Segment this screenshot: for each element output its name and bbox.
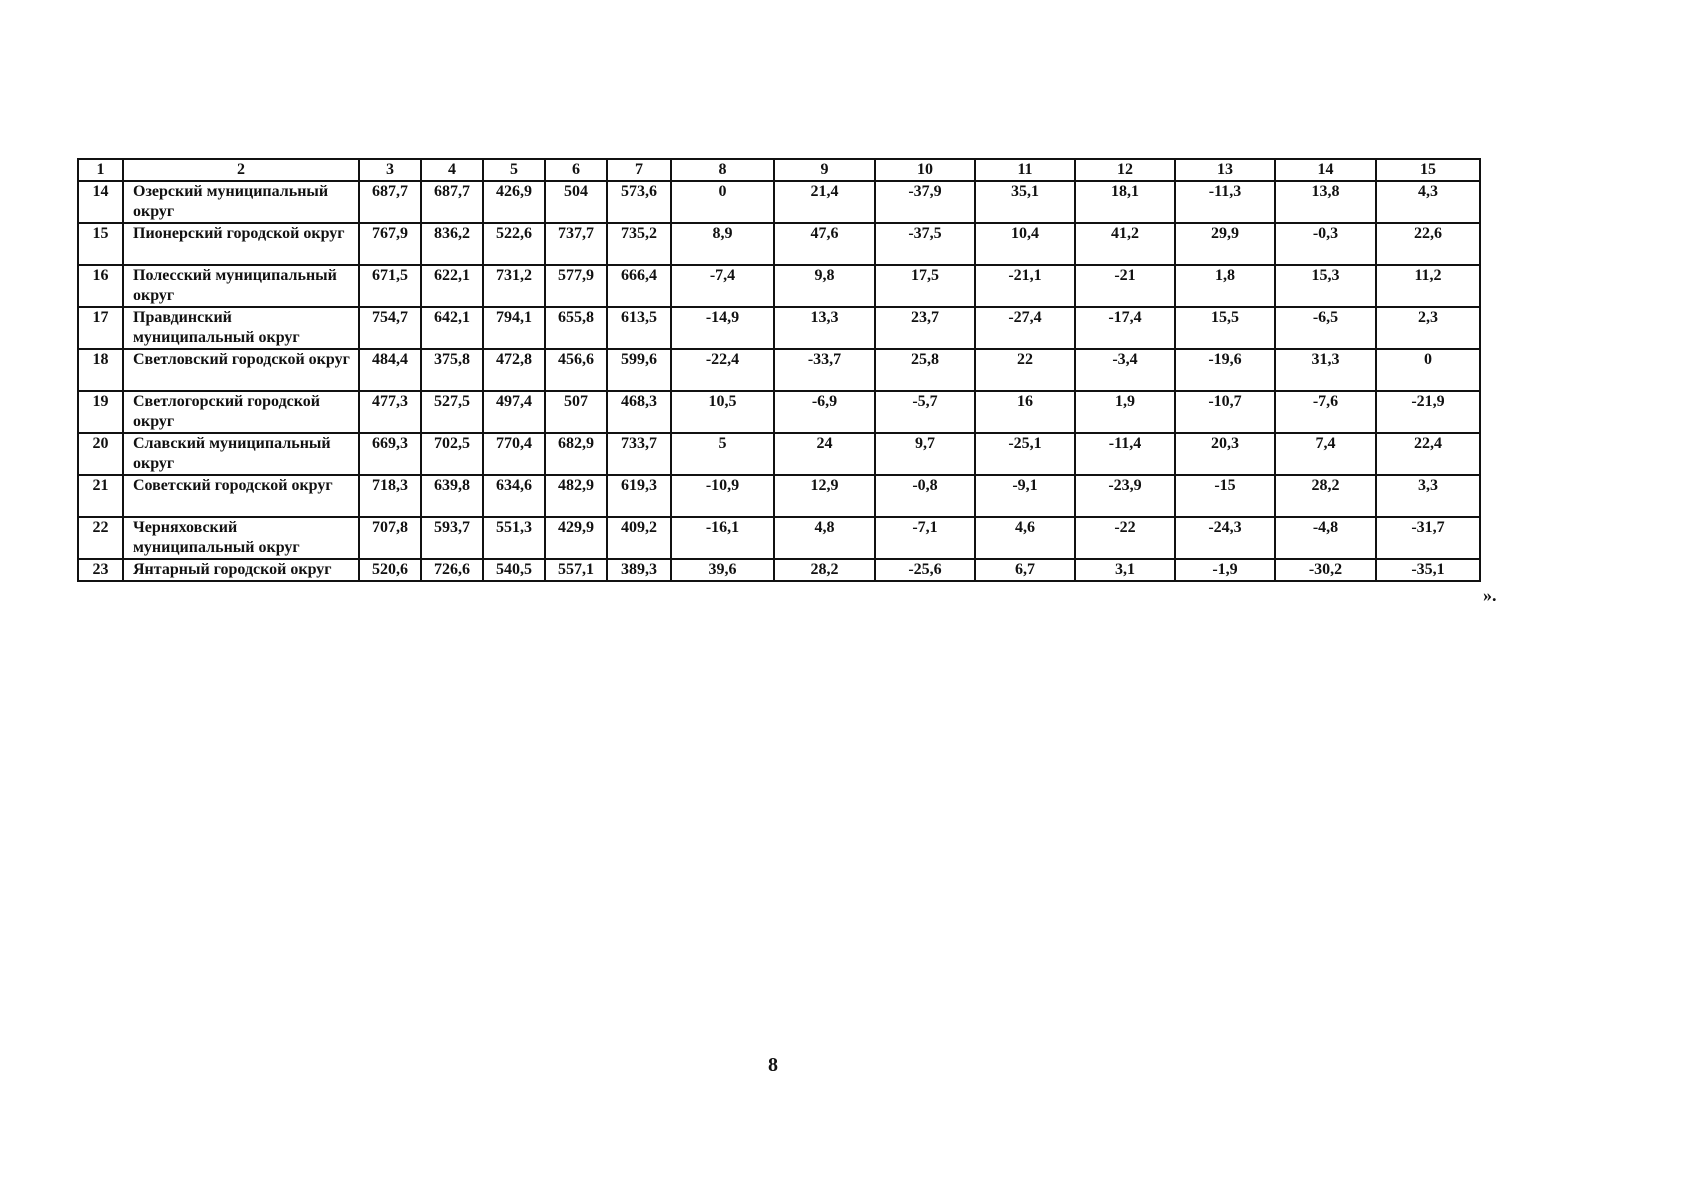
value-cell-col-6: 429,9 — [545, 517, 607, 559]
column-number-15: 15 — [1376, 159, 1480, 181]
value-cell-col-3: 718,3 — [359, 475, 421, 517]
value-cell-col-14: 13,8 — [1275, 181, 1376, 223]
row-number-cell: 18 — [78, 349, 123, 391]
table-row — [78, 223, 1480, 265]
row-number-cell: 14 — [78, 181, 123, 223]
row-number-cell: 17 — [78, 307, 123, 349]
value-cell-col-15: 22,6 — [1376, 223, 1480, 265]
value-cell-col-8: -22,4 — [671, 349, 774, 391]
value-cell-col-12: -11,4 — [1075, 433, 1175, 475]
value-cell-col-12: -23,9 — [1075, 475, 1175, 517]
district-name-cell: Черняховский муниципальный округ — [123, 517, 359, 559]
value-cell-col-9: 24 — [774, 433, 875, 475]
value-cell-col-9: -33,7 — [774, 349, 875, 391]
value-cell-col-10: 9,7 — [875, 433, 975, 475]
value-cell-col-15: 11,2 — [1376, 265, 1480, 307]
value-cell-col-11: 10,4 — [975, 223, 1075, 265]
value-cell-col-15: -31,7 — [1376, 517, 1480, 559]
value-cell-col-5: 770,4 — [483, 433, 545, 475]
district-name-cell: Правдинский муниципальный округ — [123, 307, 359, 349]
value-cell-col-8: -7,4 — [671, 265, 774, 307]
value-cell-col-8: 39,6 — [671, 559, 774, 581]
value-cell-col-14: 7,4 — [1275, 433, 1376, 475]
value-cell-col-12: -17,4 — [1075, 307, 1175, 349]
table-row — [78, 559, 1480, 581]
value-cell-col-8: -16,1 — [671, 517, 774, 559]
value-cell-col-7: 619,3 — [607, 475, 671, 517]
value-cell-col-8: 10,5 — [671, 391, 774, 433]
column-number-8: 8 — [671, 159, 774, 181]
value-cell-col-12: 41,2 — [1075, 223, 1175, 265]
value-cell-col-3: 484,4 — [359, 349, 421, 391]
data-table — [77, 158, 1481, 582]
value-cell-col-11: -9,1 — [975, 475, 1075, 517]
value-cell-col-5: 522,6 — [483, 223, 545, 265]
value-cell-col-6: 482,9 — [545, 475, 607, 517]
value-cell-col-5: 540,5 — [483, 559, 545, 581]
value-cell-col-15: -21,9 — [1376, 391, 1480, 433]
value-cell-col-11: 16 — [975, 391, 1075, 433]
value-cell-col-7: 733,7 — [607, 433, 671, 475]
value-cell-col-5: 794,1 — [483, 307, 545, 349]
value-cell-col-10: -7,1 — [875, 517, 975, 559]
value-cell-col-10: 23,7 — [875, 307, 975, 349]
column-number-10: 10 — [875, 159, 975, 181]
value-cell-col-3: 767,9 — [359, 223, 421, 265]
district-name-cell: Светловский городской округ — [123, 349, 359, 391]
value-cell-col-13: -1,9 — [1175, 559, 1275, 581]
value-cell-col-13: 15,5 — [1175, 307, 1275, 349]
value-cell-col-8: -10,9 — [671, 475, 774, 517]
value-cell-col-12: -22 — [1075, 517, 1175, 559]
value-cell-col-14: -4,8 — [1275, 517, 1376, 559]
value-cell-col-14: 31,3 — [1275, 349, 1376, 391]
value-cell-col-15: -35,1 — [1376, 559, 1480, 581]
value-cell-col-6: 682,9 — [545, 433, 607, 475]
value-cell-col-14: -6,5 — [1275, 307, 1376, 349]
value-cell-col-5: 731,2 — [483, 265, 545, 307]
value-cell-col-10: -37,9 — [875, 181, 975, 223]
value-cell-col-13: -19,6 — [1175, 349, 1275, 391]
value-cell-col-6: 504 — [545, 181, 607, 223]
district-name-cell: Славский муниципальный округ — [123, 433, 359, 475]
value-cell-col-4: 836,2 — [421, 223, 483, 265]
value-cell-col-3: 520,6 — [359, 559, 421, 581]
value-cell-col-7: 409,2 — [607, 517, 671, 559]
row-number-cell: 15 — [78, 223, 123, 265]
value-cell-col-8: 0 — [671, 181, 774, 223]
district-name-cell: Полесский муниципальный округ — [123, 265, 359, 307]
column-number-2: 2 — [123, 159, 359, 181]
value-cell-col-4: 622,1 — [421, 265, 483, 307]
value-cell-col-4: 527,5 — [421, 391, 483, 433]
value-cell-col-7: 666,4 — [607, 265, 671, 307]
table-row — [78, 433, 1480, 475]
value-cell-col-15: 3,3 — [1376, 475, 1480, 517]
value-cell-col-10: -25,6 — [875, 559, 975, 581]
value-cell-col-4: 642,1 — [421, 307, 483, 349]
value-cell-col-15: 2,3 — [1376, 307, 1480, 349]
value-cell-col-9: 4,8 — [774, 517, 875, 559]
value-cell-col-5: 551,3 — [483, 517, 545, 559]
value-cell-col-3: 669,3 — [359, 433, 421, 475]
value-cell-col-15: 4,3 — [1376, 181, 1480, 223]
column-number-3: 3 — [359, 159, 421, 181]
district-name-cell: Пионерский городской округ — [123, 223, 359, 265]
column-number-11: 11 — [975, 159, 1075, 181]
value-cell-col-11: 6,7 — [975, 559, 1075, 581]
value-cell-col-14: 15,3 — [1275, 265, 1376, 307]
value-cell-col-15: 22,4 — [1376, 433, 1480, 475]
value-cell-col-11: -25,1 — [975, 433, 1075, 475]
table-row — [78, 181, 1480, 223]
row-number-cell: 16 — [78, 265, 123, 307]
value-cell-col-12: 18,1 — [1075, 181, 1175, 223]
table-row — [78, 475, 1480, 517]
value-cell-col-12: 3,1 — [1075, 559, 1175, 581]
value-cell-col-7: 468,3 — [607, 391, 671, 433]
value-cell-col-3: 707,8 — [359, 517, 421, 559]
value-cell-col-5: 472,8 — [483, 349, 545, 391]
value-cell-col-12: -3,4 — [1075, 349, 1175, 391]
value-cell-col-13: -11,3 — [1175, 181, 1275, 223]
value-cell-col-4: 702,5 — [421, 433, 483, 475]
column-number-7: 7 — [607, 159, 671, 181]
value-cell-col-14: -30,2 — [1275, 559, 1376, 581]
value-cell-col-13: 20,3 — [1175, 433, 1275, 475]
value-cell-col-4: 687,7 — [421, 181, 483, 223]
value-cell-col-10: -0,8 — [875, 475, 975, 517]
value-cell-col-3: 671,5 — [359, 265, 421, 307]
closing-quote: ». — [1483, 585, 1497, 605]
district-name-cell: Советский городской округ — [123, 475, 359, 517]
table-row — [78, 307, 1480, 349]
row-number-cell: 22 — [78, 517, 123, 559]
table-row — [78, 391, 1480, 433]
value-cell-col-7: 613,5 — [607, 307, 671, 349]
value-cell-col-10: 25,8 — [875, 349, 975, 391]
value-cell-col-7: 573,6 — [607, 181, 671, 223]
column-number-1: 1 — [78, 159, 123, 181]
value-cell-col-9: -6,9 — [774, 391, 875, 433]
value-cell-col-9: 9,8 — [774, 265, 875, 307]
table-header-row — [78, 159, 1480, 181]
value-cell-col-5: 497,4 — [483, 391, 545, 433]
value-cell-col-7: 599,6 — [607, 349, 671, 391]
value-cell-col-7: 735,2 — [607, 223, 671, 265]
value-cell-col-6: 737,7 — [545, 223, 607, 265]
value-cell-col-5: 426,9 — [483, 181, 545, 223]
value-cell-col-7: 389,3 — [607, 559, 671, 581]
value-cell-col-6: 507 — [545, 391, 607, 433]
value-cell-col-8: 8,9 — [671, 223, 774, 265]
table-row — [78, 349, 1480, 391]
district-name-cell: Озерский муниципальный округ — [123, 181, 359, 223]
value-cell-col-3: 687,7 — [359, 181, 421, 223]
value-cell-col-14: -7,6 — [1275, 391, 1376, 433]
row-number-cell: 21 — [78, 475, 123, 517]
row-number-cell: 19 — [78, 391, 123, 433]
value-cell-col-10: -37,5 — [875, 223, 975, 265]
row-number-cell: 23 — [78, 559, 123, 581]
value-cell-col-11: -27,4 — [975, 307, 1075, 349]
column-number-12: 12 — [1075, 159, 1175, 181]
district-name-cell: Светлогорский городской округ — [123, 391, 359, 433]
table-row — [78, 517, 1480, 559]
value-cell-col-13: -24,3 — [1175, 517, 1275, 559]
value-cell-col-14: 28,2 — [1275, 475, 1376, 517]
value-cell-col-8: 5 — [671, 433, 774, 475]
value-cell-col-12: 1,9 — [1075, 391, 1175, 433]
value-cell-col-13: 29,9 — [1175, 223, 1275, 265]
page-number: 8 — [768, 1054, 778, 1076]
value-cell-col-13: -10,7 — [1175, 391, 1275, 433]
value-cell-col-9: 12,9 — [774, 475, 875, 517]
value-cell-col-11: 4,6 — [975, 517, 1075, 559]
column-number-6: 6 — [545, 159, 607, 181]
value-cell-col-9: 47,6 — [774, 223, 875, 265]
value-cell-col-3: 477,3 — [359, 391, 421, 433]
value-cell-col-9: 28,2 — [774, 559, 875, 581]
value-cell-col-15: 0 — [1376, 349, 1480, 391]
column-number-4: 4 — [421, 159, 483, 181]
value-cell-col-8: -14,9 — [671, 307, 774, 349]
column-number-13: 13 — [1175, 159, 1275, 181]
value-cell-col-11: -21,1 — [975, 265, 1075, 307]
value-cell-col-3: 754,7 — [359, 307, 421, 349]
value-cell-col-4: 639,8 — [421, 475, 483, 517]
value-cell-col-6: 655,8 — [545, 307, 607, 349]
value-cell-col-5: 634,6 — [483, 475, 545, 517]
value-cell-col-6: 577,9 — [545, 265, 607, 307]
value-cell-col-6: 456,6 — [545, 349, 607, 391]
district-name-cell: Янтарный городской округ — [123, 559, 359, 581]
column-number-14: 14 — [1275, 159, 1376, 181]
table-row — [78, 265, 1480, 307]
value-cell-col-10: 17,5 — [875, 265, 975, 307]
value-cell-col-4: 375,8 — [421, 349, 483, 391]
value-cell-col-10: -5,7 — [875, 391, 975, 433]
value-cell-col-9: 13,3 — [774, 307, 875, 349]
value-cell-col-13: -15 — [1175, 475, 1275, 517]
value-cell-col-14: -0,3 — [1275, 223, 1376, 265]
value-cell-col-11: 35,1 — [975, 181, 1075, 223]
value-cell-col-12: -21 — [1075, 265, 1175, 307]
value-cell-col-9: 21,4 — [774, 181, 875, 223]
column-number-5: 5 — [483, 159, 545, 181]
value-cell-col-6: 557,1 — [545, 559, 607, 581]
value-cell-col-11: 22 — [975, 349, 1075, 391]
value-cell-col-4: 726,6 — [421, 559, 483, 581]
value-cell-col-4: 593,7 — [421, 517, 483, 559]
value-cell-col-13: 1,8 — [1175, 265, 1275, 307]
table-body — [78, 159, 1480, 581]
column-number-9: 9 — [774, 159, 875, 181]
row-number-cell: 20 — [78, 433, 123, 475]
